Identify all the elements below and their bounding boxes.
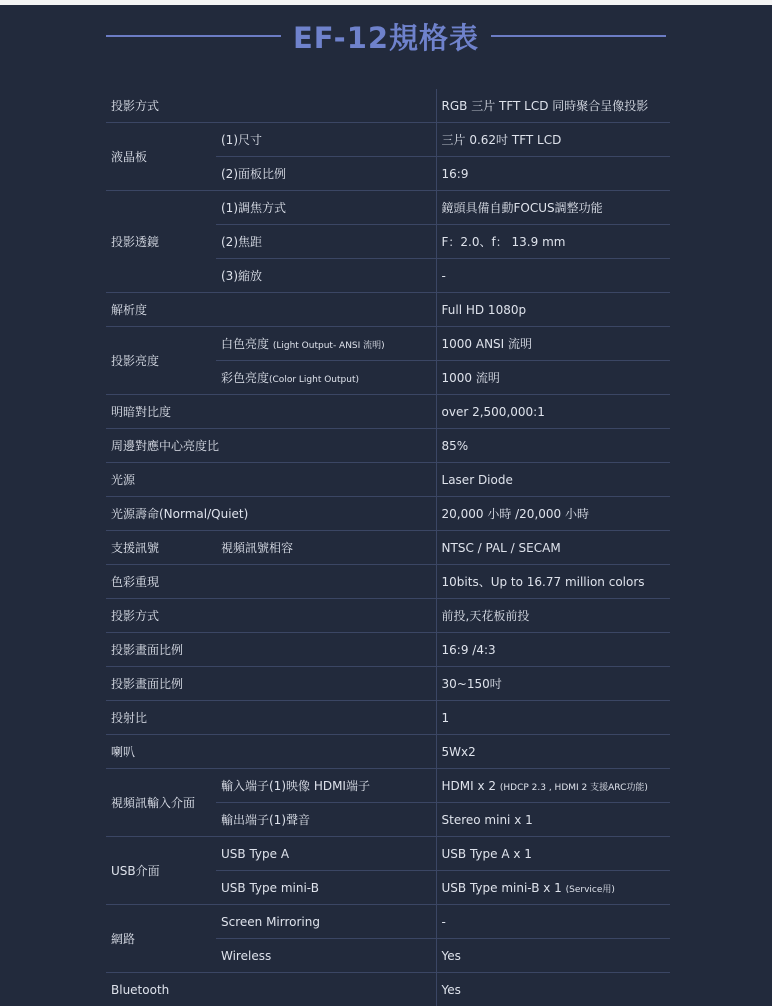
table-row xyxy=(106,565,670,599)
top-strip xyxy=(0,0,772,5)
spec-value: F：2.0、f： 13.9 mm xyxy=(436,225,670,259)
table-row xyxy=(106,293,670,327)
title-row xyxy=(0,14,772,58)
page-title: EF-12規格表 xyxy=(293,16,479,57)
table-row xyxy=(106,735,670,769)
spec-category: 投影亮度 xyxy=(106,327,216,395)
spec-value xyxy=(436,871,670,905)
spec-subitem-label: 彩色亮度 xyxy=(221,371,269,385)
spec-value: - xyxy=(436,259,670,293)
spec-value: over 2,500,000:1 xyxy=(436,395,670,429)
table-row xyxy=(106,905,670,939)
spec-subitem: 輸出端子(1)聲音 xyxy=(216,803,436,837)
spec-value: 鏡頭具備自動FOCUS調整功能 xyxy=(436,191,670,225)
spec-value: USB Type A x 1 xyxy=(436,837,670,871)
title-line-left xyxy=(106,35,281,37)
spec-value: NTSC / PAL / SECAM xyxy=(436,531,670,565)
spec-category: 投影畫面比例 xyxy=(106,633,436,667)
table-row xyxy=(106,633,670,667)
spec-value: 三片 0.62吋 TFT LCD xyxy=(436,123,670,157)
spec-category: 液晶板 xyxy=(106,123,216,191)
spec-category: 光源壽命(Normal/Quiet) xyxy=(106,497,436,531)
spec-value-note: (Service用) xyxy=(566,885,615,895)
spec-subitem: (1)調焦方式 xyxy=(216,191,436,225)
spec-value: - xyxy=(436,905,670,939)
table-row xyxy=(106,429,670,463)
spec-table xyxy=(106,89,670,1006)
spec-subitem: Wireless xyxy=(216,939,436,973)
spec-subitem xyxy=(216,327,436,361)
title-line-right xyxy=(491,35,666,37)
spec-subitem-note: (Color Light Output) xyxy=(269,375,359,385)
spec-category: 支援訊號 xyxy=(106,531,216,565)
table-row xyxy=(106,769,670,803)
spec-value: 85% xyxy=(436,429,670,463)
spec-value-main: USB Type mini-B x 1 xyxy=(442,881,562,895)
spec-value: Laser Diode xyxy=(436,463,670,497)
spec-subitem-label: 白色亮度 xyxy=(221,337,269,351)
spec-subitem: Screen Mirroring xyxy=(216,905,436,939)
spec-value: 5Wx2 xyxy=(436,735,670,769)
spec-value: Yes xyxy=(436,939,670,973)
spec-value: 1000 流明 xyxy=(436,361,670,395)
table-row xyxy=(106,395,670,429)
spec-value: RGB 三片 TFT LCD 同時聚合呈像投影 xyxy=(436,89,670,123)
spec-subitem: USB Type A xyxy=(216,837,436,871)
spec-category: 光源 xyxy=(106,463,436,497)
spec-category: 明暗對比度 xyxy=(106,395,436,429)
spec-category: 投影畫面比例 xyxy=(106,667,436,701)
spec-subitem: 輸入端子(1)映像 HDMI端子 xyxy=(216,769,436,803)
spec-category: 周邊對應中心亮度比 xyxy=(106,429,436,463)
spec-value: 20,000 小時 /20,000 小時 xyxy=(436,497,670,531)
spec-category: 解析度 xyxy=(106,293,436,327)
spec-value: 16:9 xyxy=(436,157,670,191)
spec-value: Full HD 1080p xyxy=(436,293,670,327)
spec-subitem: (3)縮放 xyxy=(216,259,436,293)
spec-category: 投影方式 xyxy=(106,599,436,633)
spec-subitem-note: (Light Output- ANSI 流明) xyxy=(273,341,385,351)
spec-category: 網路 xyxy=(106,905,216,973)
spec-value: Stereo mini x 1 xyxy=(436,803,670,837)
spec-category: USB介面 xyxy=(106,837,216,905)
spec-subitem: (2)焦距 xyxy=(216,225,436,259)
table-row xyxy=(106,497,670,531)
spec-category: 色彩重現 xyxy=(106,565,436,599)
spec-value: 前投,天花板前投 xyxy=(436,599,670,633)
spec-value: Yes xyxy=(436,973,670,1006)
table-row xyxy=(106,531,670,565)
spec-category: Bluetooth xyxy=(106,973,436,1006)
spec-subitem: 視頻訊號相容 xyxy=(216,531,436,565)
spec-value-note: (HDCP 2.3 , HDMI 2 支援ARC功能) xyxy=(500,783,648,793)
spec-category: 投影方式 xyxy=(106,89,436,123)
spec-category: 投影透鏡 xyxy=(106,191,216,293)
spec-subitem: (2)面板比例 xyxy=(216,157,436,191)
spec-value: 16:9 /4:3 xyxy=(436,633,670,667)
spec-subitem xyxy=(216,361,436,395)
table-row xyxy=(106,327,670,361)
table-row xyxy=(106,667,670,701)
spec-value: 10bits、Up to 16.77 million colors xyxy=(436,565,670,599)
table-row xyxy=(106,837,670,871)
table-row xyxy=(106,89,670,123)
spec-category: 投射比 xyxy=(106,701,436,735)
spec-value: 30~150吋 xyxy=(436,667,670,701)
spec-value-main: HDMI x 2 xyxy=(442,779,497,793)
spec-value xyxy=(436,769,670,803)
spec-value: 1 xyxy=(436,701,670,735)
spec-category: 視頻訊輸入介面 xyxy=(106,769,216,837)
table-row xyxy=(106,701,670,735)
spec-category: 喇叭 xyxy=(106,735,436,769)
table-row xyxy=(106,123,670,157)
spec-value: 1000 ANSI 流明 xyxy=(436,327,670,361)
table-row xyxy=(106,599,670,633)
spec-subitem: USB Type mini-B xyxy=(216,871,436,905)
spec-subitem: (1)尺寸 xyxy=(216,123,436,157)
table-row xyxy=(106,463,670,497)
table-row xyxy=(106,191,670,225)
